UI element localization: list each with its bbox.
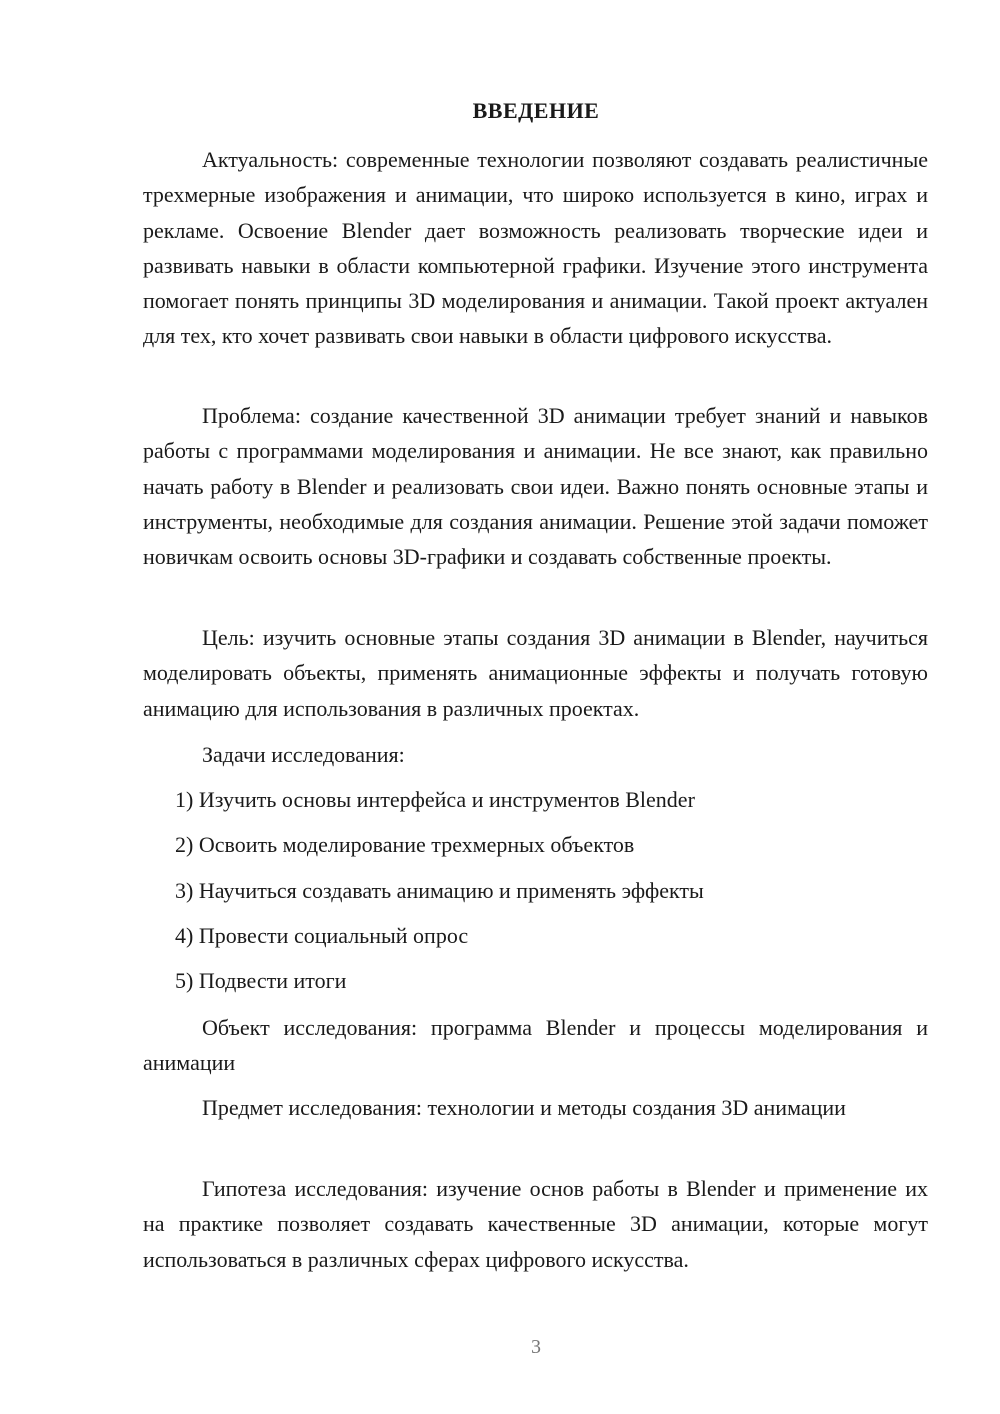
relevance-paragraph: Актуальность: современные технологии позволяют создавать реалистичные трехмерные изображения и анимации, что широко используется в кино, играх и рекламе. Освоение Blender дает возможность реализовать творческие идеи и развивать навыки в области компьютерной графики. Изучение этого инструмента помогает понять принципы 3D моделирования и анимации. Такой проект актуален для тех, кто хочет развивать свои навыки в области цифрового искусства. (143, 147, 928, 349)
hypothesis-paragraph: Гипотеза исследования: изучение основ работы в Blender и применение их на практике позволяет создавать качественные 3D анимации, которые могут использоваться в различных сферах цифрового искусства. (143, 1176, 928, 1272)
task-item: 2) Освоить моделирование трехмерных объектов (175, 832, 635, 857)
task-item: 3) Научиться создавать анимацию и применять эффекты (175, 878, 704, 903)
object-paragraph: Объект исследования: программа Blender и процессы моделирования и анимации (143, 1015, 928, 1076)
task-item: 1) Изучить основы интерфейса и инструментов Blender (175, 787, 695, 812)
problem-paragraph: Проблема: создание качественной 3D анимации требует знаний и навыков работы с программами моделирования и анимации. Не все знают, как правильно начать работу в Blender и реализовать свои идеи. Важно понять основные этапы и инструменты, необходимые для создания анимации. Решение этой задачи поможет новичкам освоить основы 3D-графики и создавать собственные проекты. (143, 403, 928, 570)
goal-paragraph: Цель: изучить основные этапы создания 3D анимации в Blender, научиться моделировать объекты, применять анимационные эффекты и получать готовую анимацию для использования в различных проектах. (143, 625, 928, 721)
page-title: ВВЕДЕНИЕ (472, 98, 600, 123)
page-number: 3 (531, 1336, 541, 1358)
task-item: 4) Провести социальный опрос (175, 923, 469, 948)
task-item: 5) Подвести итоги (175, 968, 347, 993)
subject-paragraph: Предмет исследования: технологии и методы создания 3D анимации (202, 1095, 846, 1120)
tasks-label: Задачи исследования: (202, 742, 405, 767)
